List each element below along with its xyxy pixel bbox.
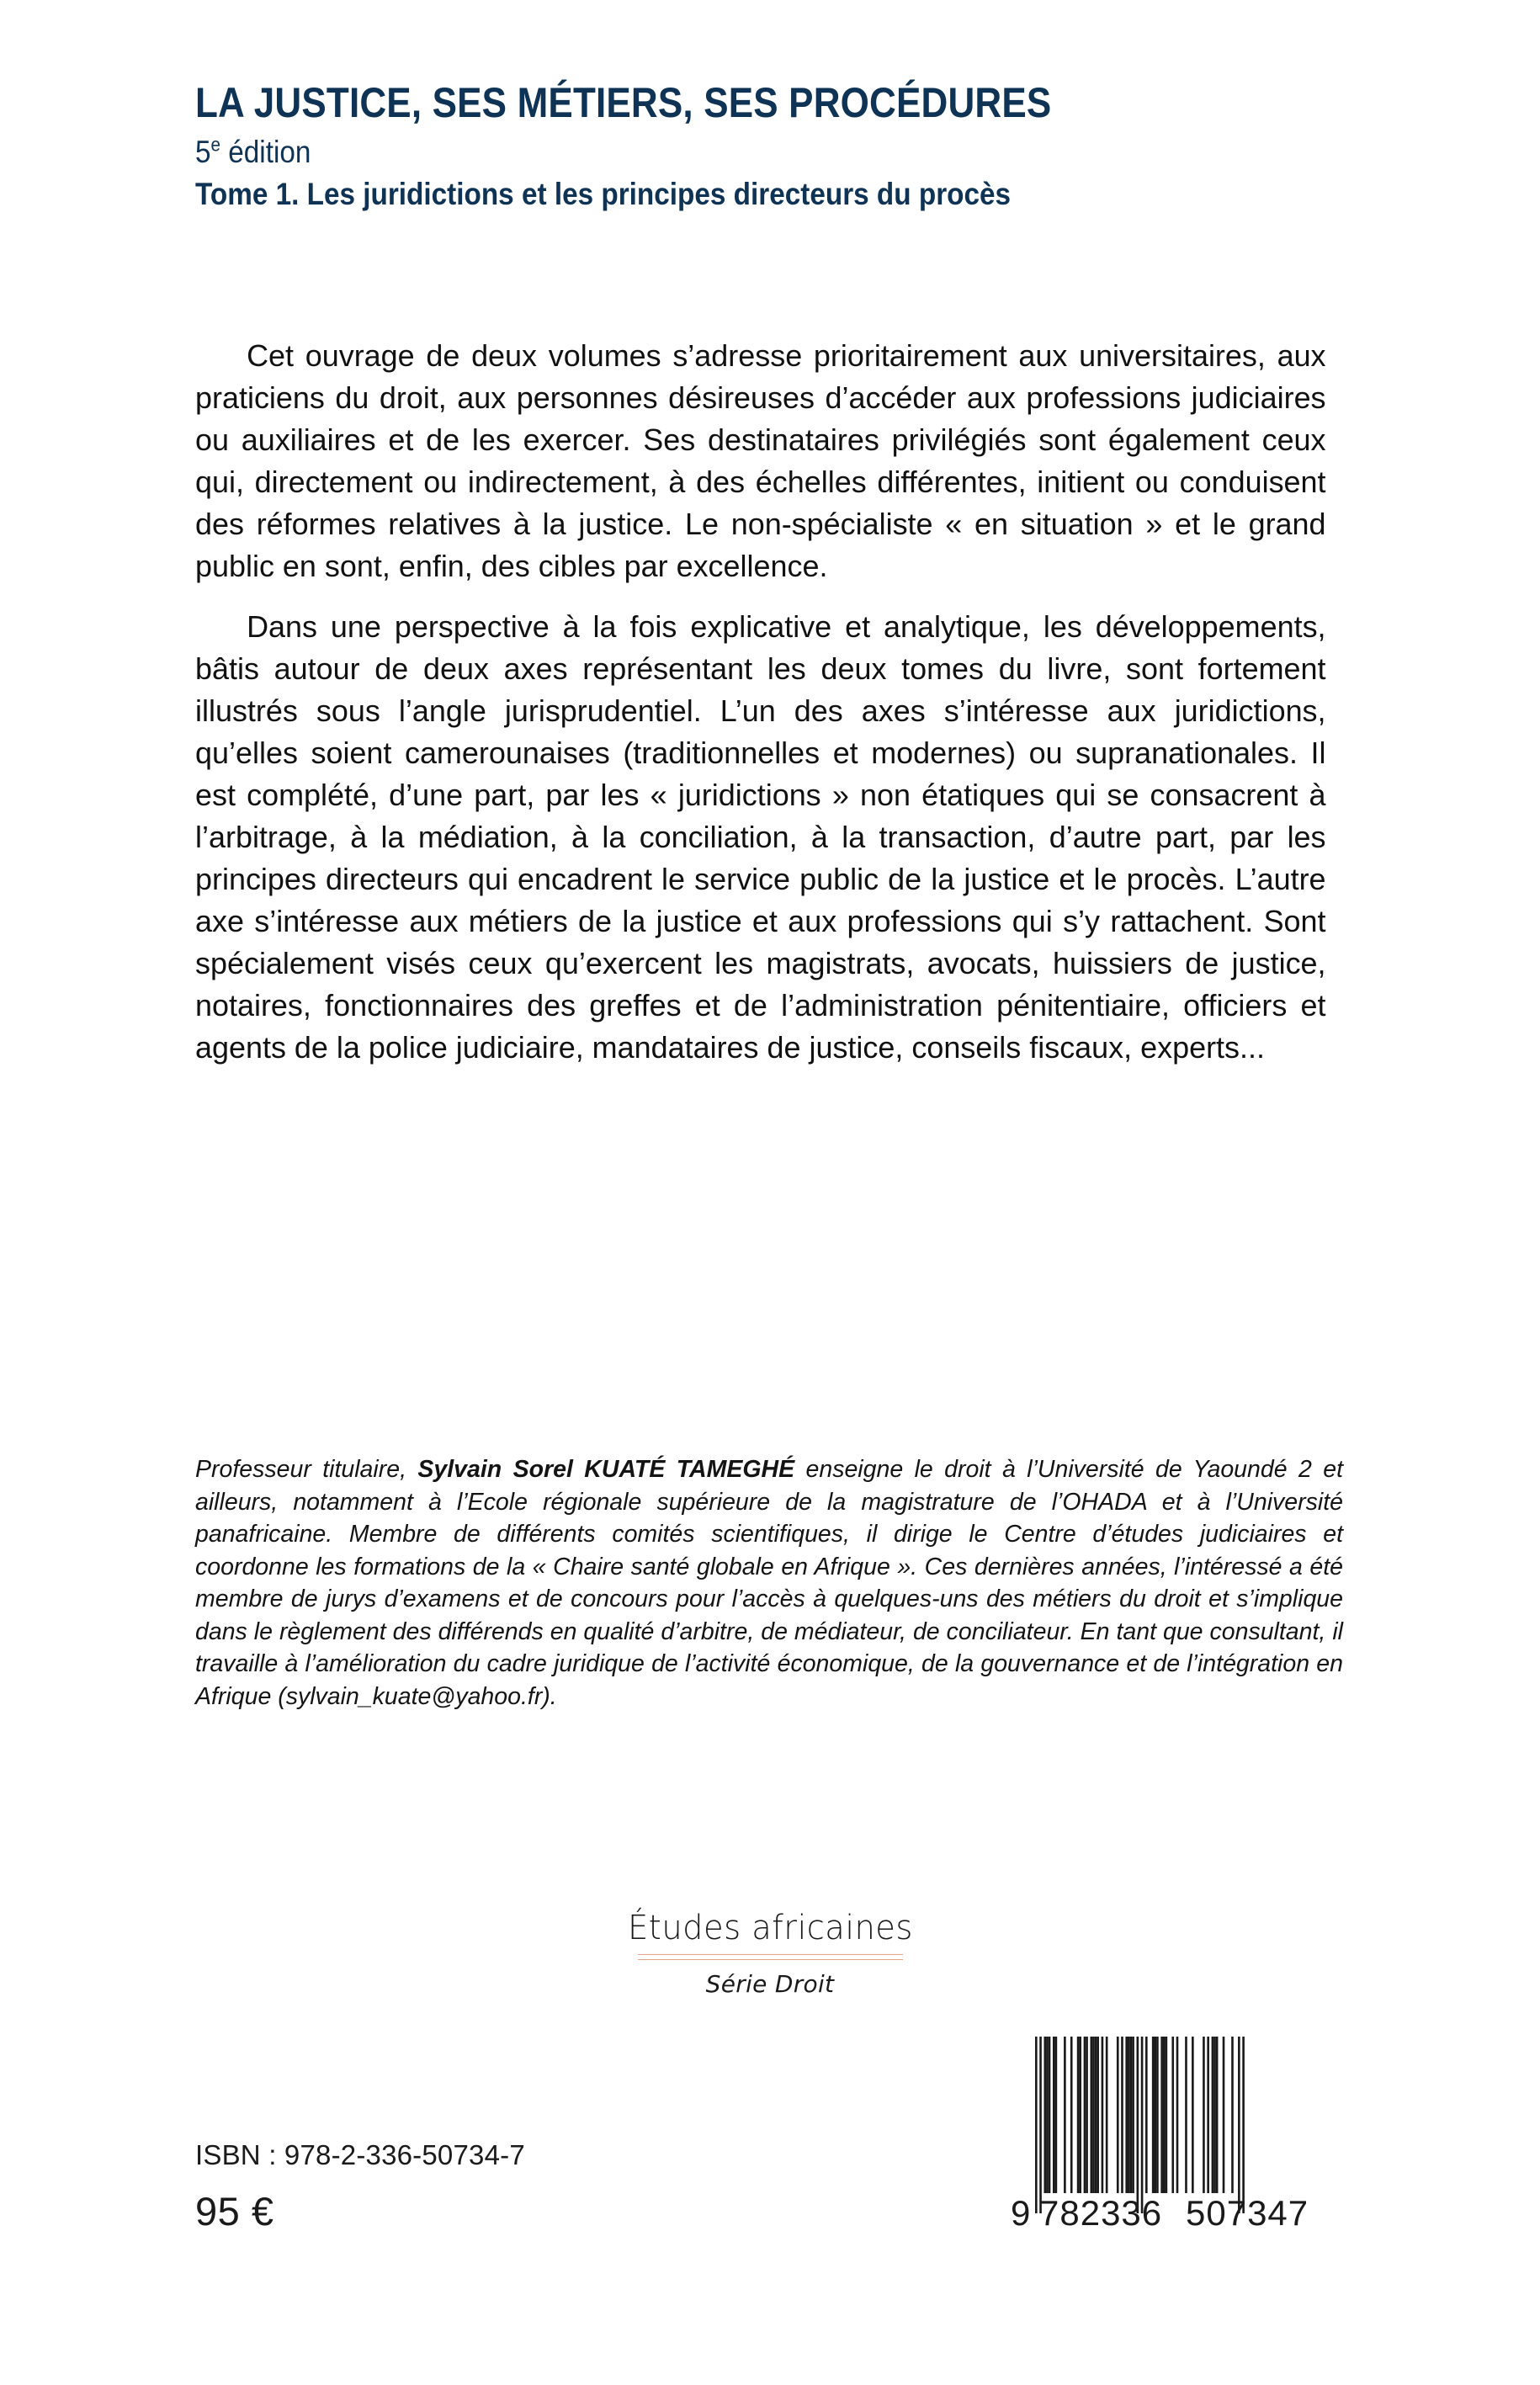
author-bio-paragraph: [195, 1453, 1343, 1713]
blurb-paragraph-2: Dans une perspective à la fois explicative et analytique, les développements, bâtis autour de deux axes représentant les deux tomes du livre, sont fortement illustrés sous l’angle jurisprudentiel. L’un des axes s’intéresse aux juridictions, qu’elles soient camerounaises (traditionnelles et modernes) ou supranationales. Il est complété, d’une part, par les « juridictions » non étatiques qui se consacrent à l’arbitrage, à la médiation, à la conciliation, à la transaction, d’autre part, par les principes directeurs qui encadrent le service public de la justice et le procès. L’autre axe s’intéresse aux métiers de la justice et aux professions qui s’y rattachent. Sont spécialement visés ceux qu’exercent les magistrats, avocats, huissiers de justice, notaires, fonctionnaires des greffes et de l’administration pénitentiaire, officiers et agents de la police judiciaire, mandataires de justice, conseils fiscaux, experts...: [195, 609, 1326, 1065]
collection-logo: [0, 1909, 1540, 1998]
author-bio-section: [195, 1453, 1343, 1713]
barcode-digit-group-2: 782336: [1039, 2193, 1163, 2231]
bio-lead-in: Professeur titulaire,: [195, 1456, 418, 1483]
author-name: Sylvain Sorel KUATÉ TAMEGHÉ: [417, 1456, 795, 1483]
title-block: [195, 81, 1348, 213]
collection-rule-divider: [638, 1954, 903, 1960]
collection-series: Série Droit: [705, 1970, 835, 1998]
edition-number: 5: [195, 135, 211, 169]
barcode-digit-group-3: 507347: [1186, 2193, 1309, 2231]
barcode-svg: [1007, 2033, 1336, 2231]
barcode-digit-group-1: 9: [1011, 2193, 1032, 2231]
blurb-section: [195, 335, 1343, 1069]
edition-line: [195, 134, 1233, 171]
blurb-paragraph-1: Cet ouvrage de deux volumes s’adresse prioritairement aux universitaires, aux praticiens du droit, aux personnes désireuses d’accéder aux professions judiciaires ou auxiliaires et de les exercer. Ses destinataires privilégiés sont également ceux qui, directement ou indirectement, à des échelles différentes, initient ou conduisent des réformes relatives à la justice. Le non-spécialiste « en situation » et le grand public en sont, enfin, des cibles par excellence.: [195, 338, 1326, 583]
page-title: LA JUSTICE, SES MÉTIERS, SES PROCÉDURES: [195, 79, 1052, 126]
isbn-text: ISBN : 978-2-336-50734-7: [195, 2139, 525, 2170]
ean13-barcode: [1007, 2033, 1336, 2231]
collection-name: Études africaines: [627, 1909, 913, 1947]
tome-subtitle: Tome 1. Les juridictions et les principes directeurs du procès: [195, 176, 1012, 211]
edition-word: édition: [220, 135, 311, 169]
edition-ordinal: e: [210, 133, 221, 156]
bio-body: enseigne le droit à l’Université de Yaoundé 2 et ailleurs, notamment à l’Ecole régionale supérieure de la magistrature de l’OHADA et à l’Université panafricaine. Membre de différents comités scientifiques, il dirige le Centre d’études judiciaires et coordonne les formations de la « Chaire santé globale en Afrique ». Ces dernières années, l’intéressé a été membre de jurys d’examens et de concours pour l’accès à quelques-uns des métiers du droit et s’implique dans le règlement des différends en qualité d’arbitre, de médiateur, de conciliateur. En tant que consultant, il travaille à l’amélioration du cadre juridique de l’activité économique, de la gouvernance et de l’intégration en Afrique (sylvain_kuate@yahoo.fr).: [195, 1456, 1343, 1710]
price-text: 95 €: [195, 2189, 274, 2234]
